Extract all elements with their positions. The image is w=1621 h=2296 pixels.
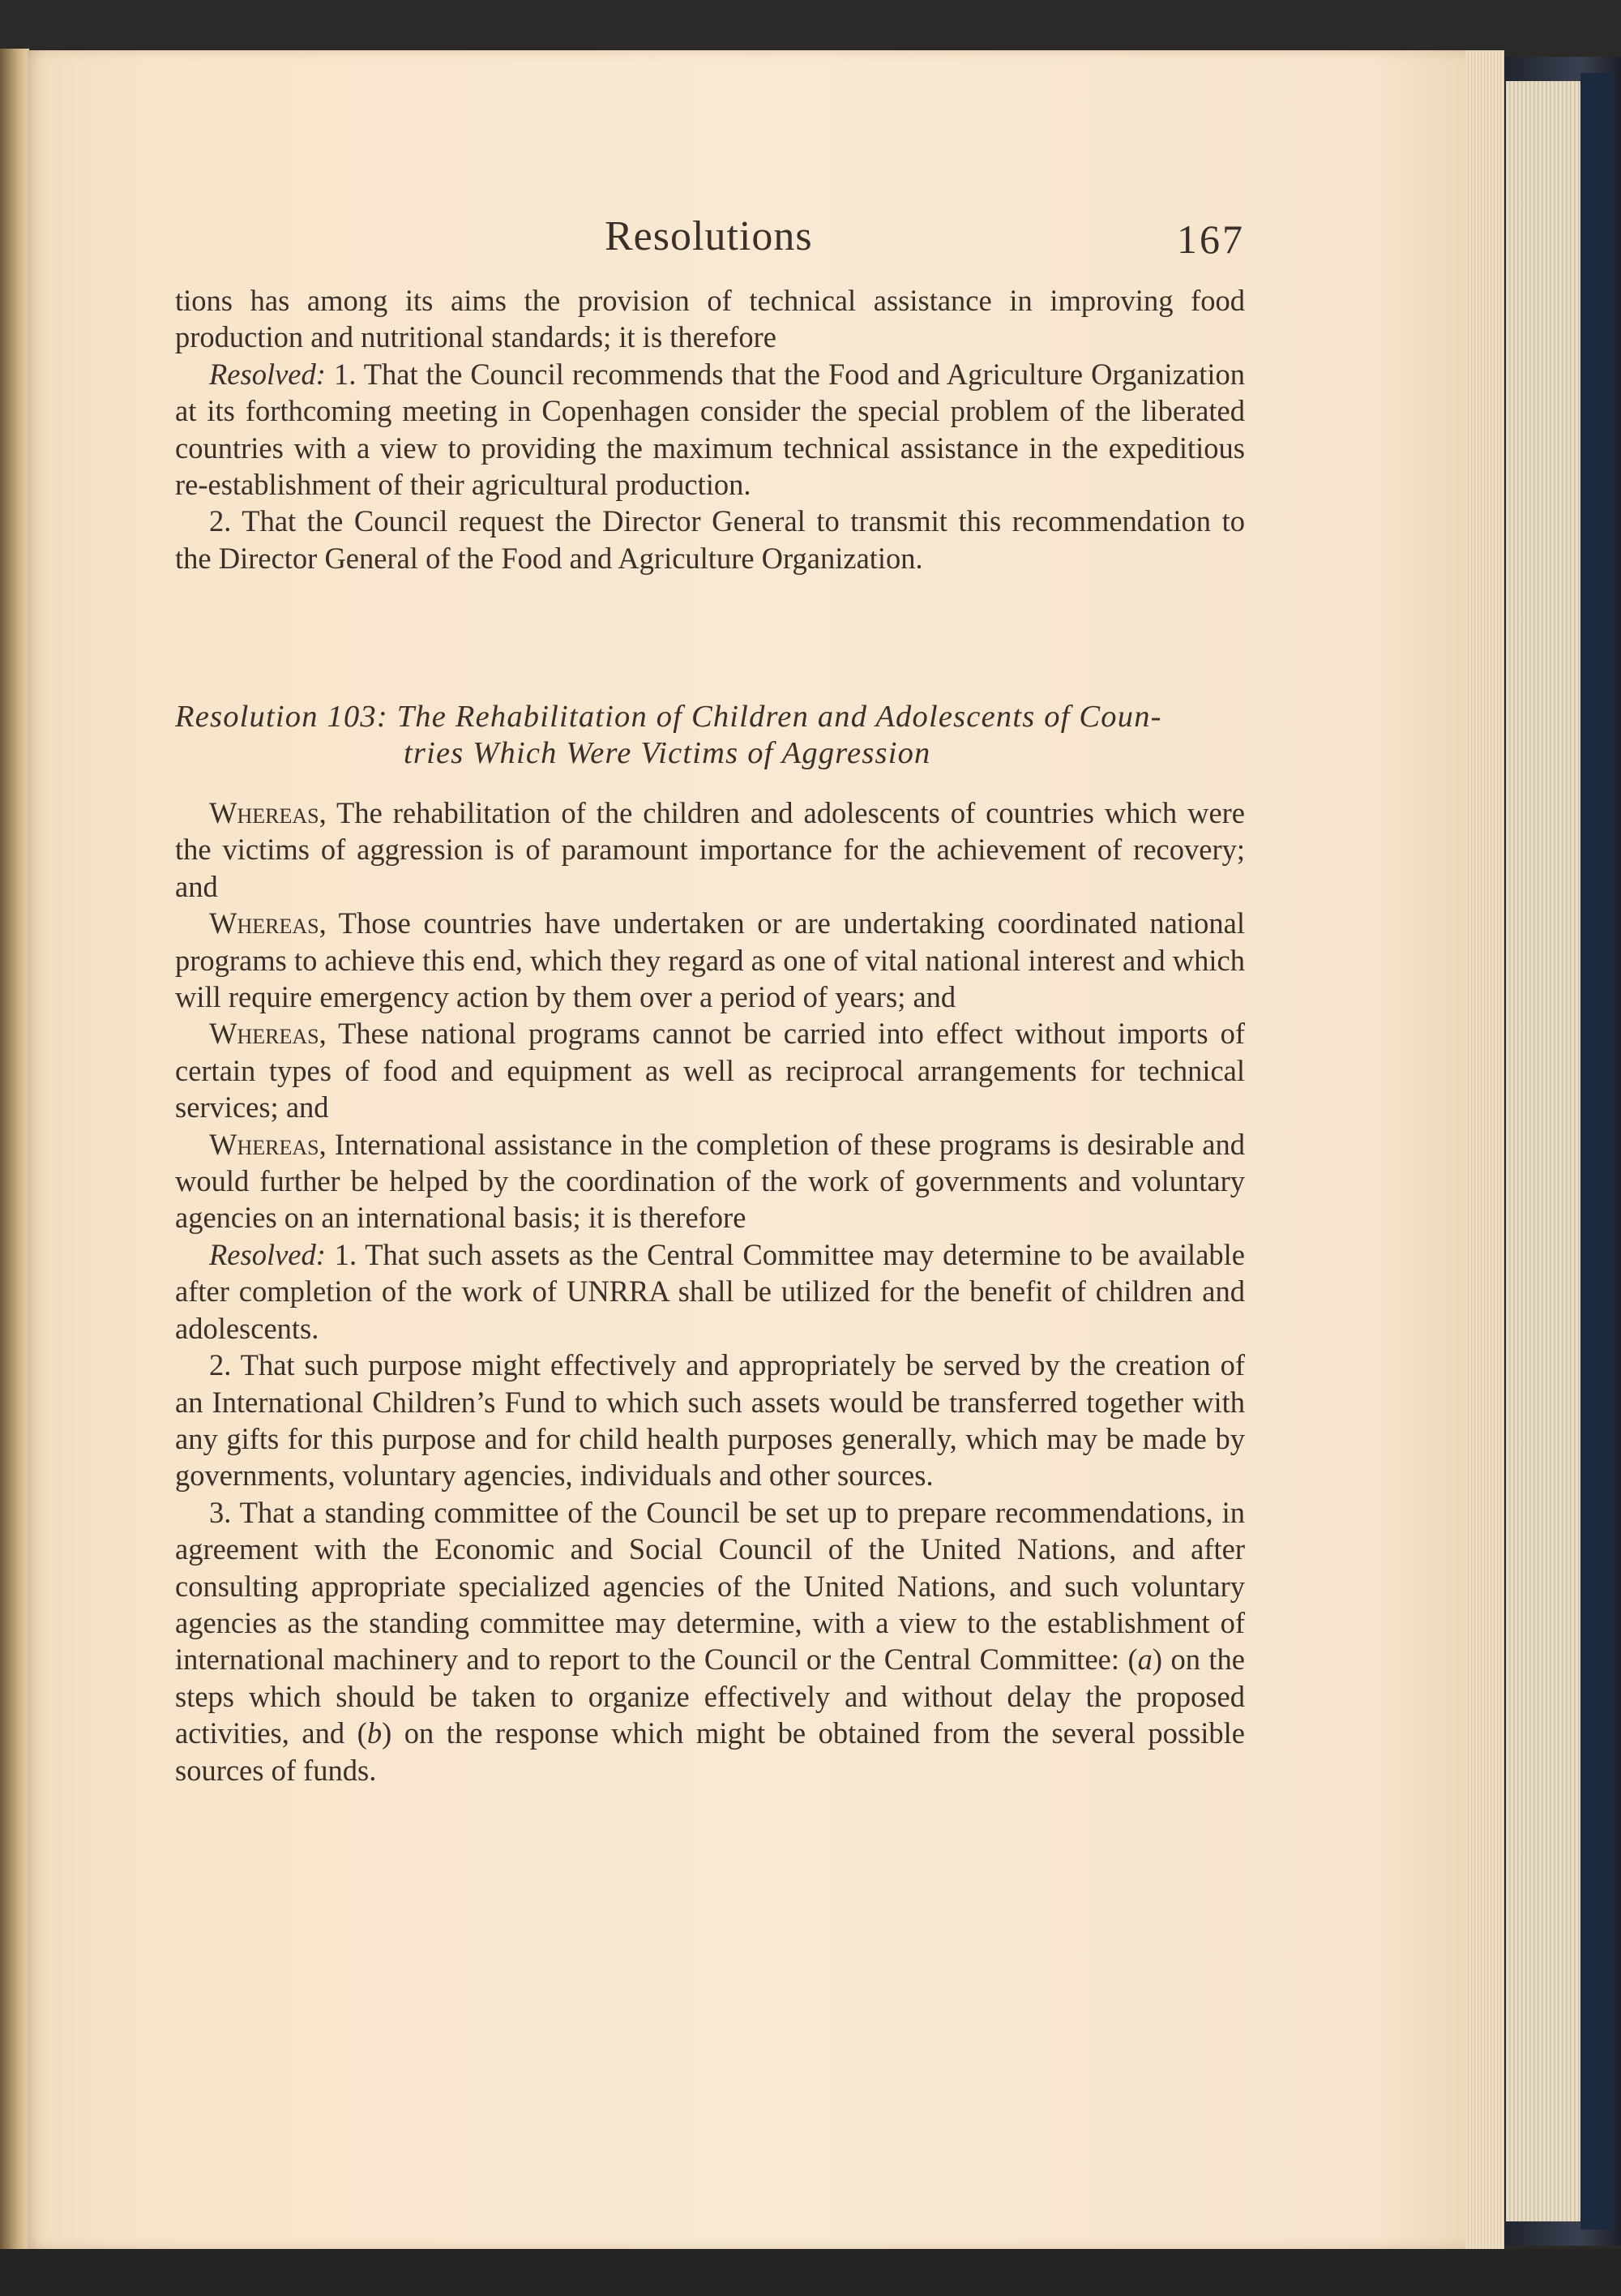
whereas-paragraph-1 [175, 795, 1245, 905]
resolution-number: Resolution 103: [175, 700, 388, 734]
resolution-heading [175, 699, 1245, 772]
page-header [175, 212, 1245, 269]
whereas-word: Whereas, [209, 1017, 327, 1051]
whereas-paragraph-4 [175, 1126, 1245, 1236]
running-head: Resolutions [605, 213, 813, 259]
whereas-word: Whereas, [209, 1127, 327, 1161]
resolved-text-1: 1. That such assets as the Central Committee may determine to be available after completion of the work of UNRRA shall be utilized for the benefit of children and adolescents. [175, 1237, 1245, 1345]
item-a-letter: a [1137, 1643, 1153, 1677]
resolved-label: Resolved: [209, 357, 326, 391]
whereas-text-1: The rehabilitation of the children and adolescents of countries which were the victims of aggression is of paramount importance for the achievement of recovery; and [175, 796, 1245, 903]
resolution-body [175, 795, 1245, 1788]
resolved-paragraph-3 [175, 1494, 1245, 1788]
top-section [175, 282, 1245, 576]
paragraph-resolved-1 [175, 356, 1245, 503]
resolved-text-3c: ) on the response which might be obtained from the several possible sources of funds. [175, 1716, 1245, 1787]
whereas-text-3: These national programs cannot be carried into effect without imports of certain types of food and equipment as well as reciprocal arrangements for technical services; and [175, 1017, 1245, 1124]
resolved-label: Resolved: [209, 1237, 326, 1271]
resolution-title-line1: The Rehabilitation of Children and Adolescents of Coun- [387, 700, 1162, 734]
item-b-letter: b [366, 1716, 383, 1750]
whereas-text-4: International assistance in the completion of these programs is desirable and would further be helped by the coordination of the work of governments and voluntary agencies on an international basis; it is therefore [175, 1127, 1245, 1235]
resolved-paragraph-2: 2. That such purpose might effectively and appropriately be served by the creation of an International Children’s Fund to which such assets would be transferred together with any gifts for this purpose and for child health purposes generally, which may be made by governments, voluntary agencies, individuals and other sources. [175, 1348, 1245, 1493]
resolved-text: 1. That the Council recommends that the Food and Agriculture Organization at its forthcoming meeting in Copenhagen consider the special problem of the liberated countries with a view to providing the maximum technical assistance in the expeditious re-establishment of their agricultural production. [175, 357, 1245, 502]
page-edge-stack [1465, 50, 1504, 2249]
whereas-word: Whereas, [209, 796, 327, 829]
book-left-page-edge [0, 49, 29, 2254]
whereas-paragraph-2 [175, 905, 1245, 1015]
resolved-paragraph-1 [175, 1236, 1245, 1347]
resolved-text-3b: ) on the steps which should be taken to organize effectively and without delay the proposed activities, and ( [175, 1643, 1246, 1750]
paragraph-resolved-2: 2. That the Council request the Director General to transmit this recommendation to the Director General of the Food and Agriculture Organization. [175, 504, 1245, 575]
paragraph-continuation: tions has among its aims the provision of technical assistance in improving food production and nutritional standards; it is therefore [175, 284, 1245, 354]
resolution-title-line2: tries Which Were Victims of Aggression [404, 736, 931, 770]
book-page-block [1506, 81, 1580, 2221]
whereas-paragraph-3 [175, 1015, 1245, 1125]
bottom-shadow [0, 2249, 1621, 2296]
whereas-word: Whereas, [209, 906, 327, 940]
page-number: 167 [1177, 216, 1245, 262]
book-cover-lip [1580, 73, 1613, 2230]
whereas-text-2: Those countries have undertaken or are undertaking coordinated national programs to achieve this end, which they regard as one of vital national interest and which will require emergency action by them over a period of years; and [175, 906, 1245, 1014]
resolved-text-3a: 3. That a standing committee of the Council be set up to prepare recommendations, in agreement with the Economic and Social Council of the United Nations, and after consulting appropriate specialized agencies of the United Nations, and such voluntary agencies as the standing committee may determine, with a view to the establishment of international machinery and to report to the Council or the Central Committee: ( [175, 1495, 1245, 1677]
resolution-title [175, 699, 1245, 772]
